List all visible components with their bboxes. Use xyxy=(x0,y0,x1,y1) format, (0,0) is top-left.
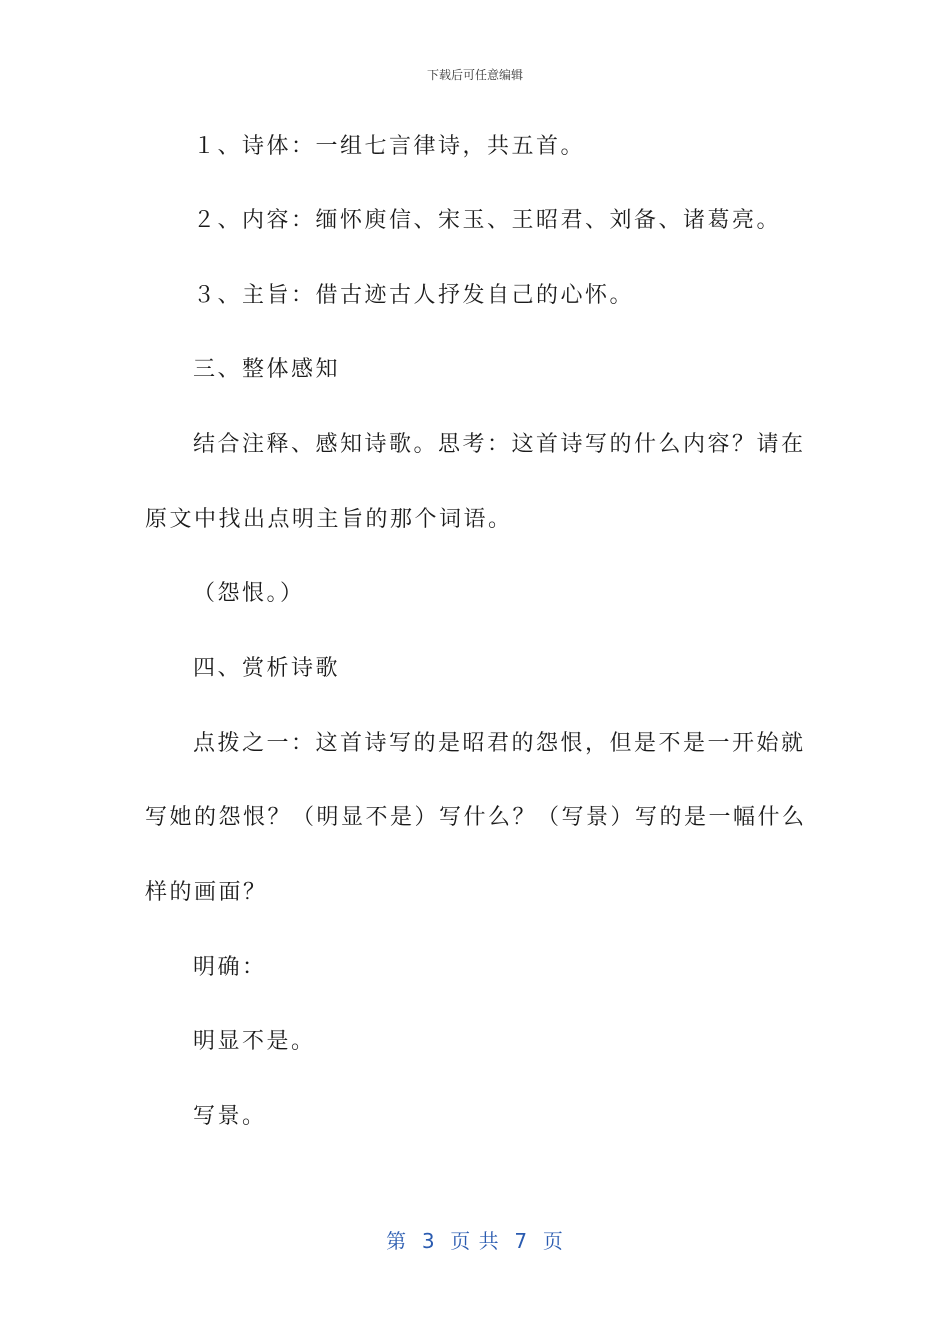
point-3-theme: ３、主旨：借古迹古人抒发自己的心怀。 xyxy=(193,283,635,308)
paragraph-line: 写景。 xyxy=(193,1104,267,1129)
paragraph-line: 结合注释、感知诗歌。思考：这首诗写的什么内容？请在 xyxy=(193,432,806,457)
paragraph-line: 点拨之一：这首诗写的是昭君的怨恨，但是不是一开始就 xyxy=(193,731,806,756)
section-heading-appreciation: 四、赏析诗歌 xyxy=(193,656,341,681)
point-1-poem-form: １、诗体：一组七言律诗，共五首。 xyxy=(193,134,586,159)
answer-line: （怨恨。） xyxy=(193,581,305,606)
paragraph-line: 样的画面？ xyxy=(145,880,268,905)
point-2-content: ２、内容：缅怀庾信、宋玉、王昭君、刘备、诸葛亮。 xyxy=(193,208,782,233)
page-header: 下载后可任意编辑 xyxy=(426,68,523,82)
section-heading-overall-perception: 三、整体感知 xyxy=(193,357,341,382)
paragraph-line: 明显不是。 xyxy=(193,1029,316,1054)
clarification-label: 明确： xyxy=(193,955,267,980)
paragraph-line: 原文中找出点明主旨的那个词语。 xyxy=(145,507,513,532)
paragraph-line: 写她的怨恨？（明显不是）写什么？（写景）写的是一幅什么 xyxy=(145,805,807,830)
page-number-footer: 第 3 页 共 7 页 xyxy=(386,1229,564,1253)
